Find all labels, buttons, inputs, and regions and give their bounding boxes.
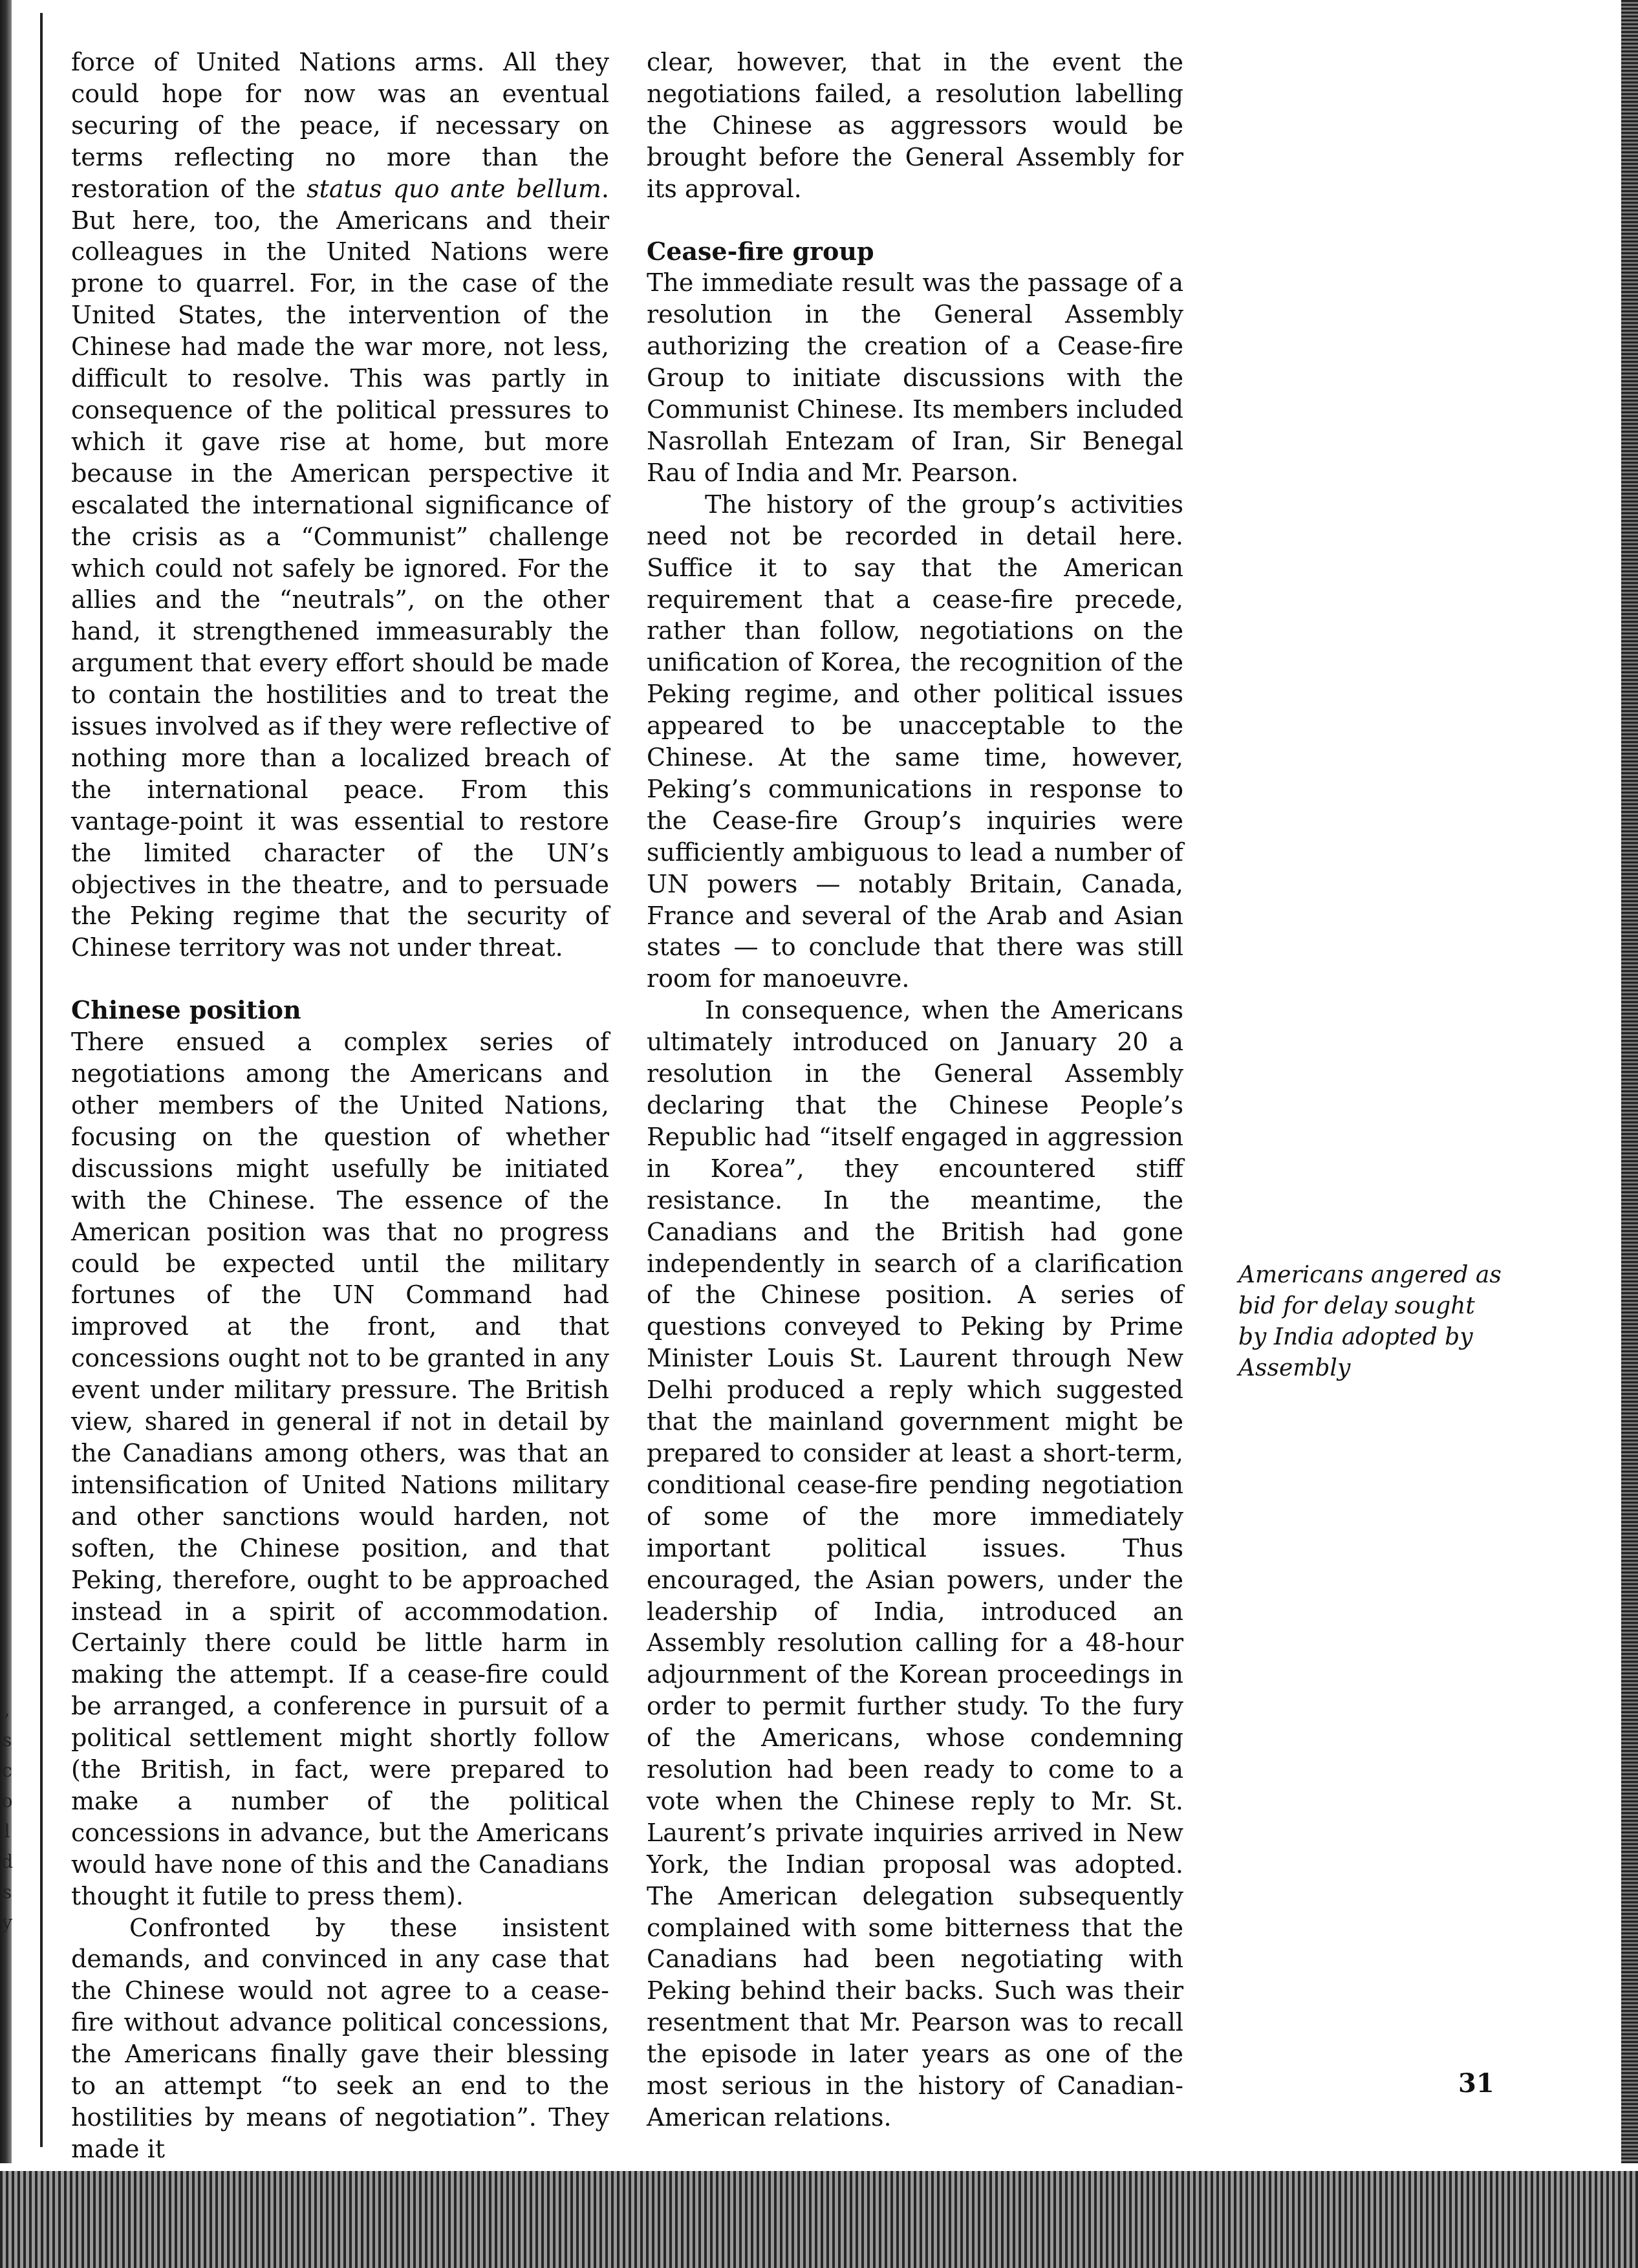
stray-letter: y <box>2 1912 12 1933</box>
stray-letter: c <box>2 1760 12 1781</box>
paragraph: clear, however, that in the event the negotiations failed, a resolution labelling the Chinese as aggressors would be brought before the General Assembly for its approval. <box>647 48 1183 203</box>
paragraph: There ensued a complex series of negotiations among the Americans and other members of the United Nations, focusing on the question of whether discussions might usefully be initiated with the Chinese. The essence of the American position was that no progress could be expected until the military fortunes of the UN Command had improved at the front, and that concessions ought not to be granted in any event under military pressure. The British view, shared in general if not in detail by the Canadians among others, was that an intensification of United Nations military and other sanctions would harden, not soften, the Chinese position, and that Peking, therefore, ought to be approached instead in a spirit of accommodation. Certainly there could be little harm in making the attempt. If a cease-fire could be arranged, a conference in pursuit of a political settlement might shortly follow (the British, in fact, were prepared to make a number of the political concessions in advance, but the Americans would have none of this and the Canadians thought it futile to press them). <box>71 1028 609 1910</box>
paragraph: In consequence, when the Americans ultimately introduced on January 20 a resolution in the General Assembly declaring that the Chinese People’s Republic had “itself engaged in aggression in Korea”, they encountered stiff resistance. In the meantime, the Canadians and the British had gone independently in search of a clarification of the Chinese position. A series of questions conveyed to Peking by Prime Minister Louis St. Laurent through New Delhi produced a reply which suggested that the mainland government might be prepared to consider at least a short-term, conditional cease-fire pending negotiation of some of the more immediately important political issues. Thus encouraged, the Asian powers, under the leadership of India, introduced an Assembly resolution calling for a 48-hour adjournment of the Korean proceedings in order to permit further study. To the fury of the Americans, whose condemning resolution had been ready to come to a vote when the Chinese reply to Mr. St. Laurent’s private inquiries arrived in New York, the Indian proposal was adopted. The American delegation subsequently complained with some bitterness that the Canadians had been negotiating with Peking behind their backs. Such was their resentment that Mr. Pearson was to recall the episode in later years as one of the most serious in the history of Canadian-American relations. <box>647 996 1183 2132</box>
paragraph-text: . But here, too, the Americans and their colleagues in the United Nations were prone to quarrel. For, in the case of the United States, the intervention of the Chinese had made the war more, not less, difficult to resolve. This was partly in consequence of the political pressures to which it gave rise at home, but more because in the American perspective it escalated the international significance of the crisis as a “Communist” challenge which could not safely be ignored. For the allies and the “neutrals”, on the other hand, it strengthened immeasurably the argument that every effort should be made to contain the hostilities and to treat the issues involved as if they were reflective of nothing more than a localized breach of the international peace. From this vantage-point it was essential to restore the limited character of the UN’s objectives in the theatre, and to persuade the Peking regime that the security of Chinese territory was not under threat. <box>71 174 609 962</box>
stray-letter: s <box>2 1881 12 1903</box>
stray-letter: s <box>2 1729 12 1751</box>
paragraph <box>71 47 609 964</box>
stray-letter: d <box>1 1851 13 1872</box>
paragraph: The history of the group’s activities need not be recorded in detail here. Suffice it to say that the American requirement that a cease-fire precede, rather than follow, negotiations on the unification of Korea, the recognition of the Peking regime, and other political issues appeared to be unacceptable to the Chinese. At the same time, however, Peking’s communications in response to the Cease-fire Group’s inquiries were sufficiently ambiguous to lead a number of UN powers — notably Britain, Canada, France and several of the Arab and Asian states — to conclude that there was still room for manoeuvre. <box>647 490 1183 993</box>
bottom-page-edge <box>0 2171 1638 2268</box>
left-column <box>71 47 609 2165</box>
page-number: 31 <box>1458 2068 1494 2099</box>
middle-column <box>647 47 1183 2133</box>
section-spacer <box>71 964 609 995</box>
paragraph: The immediate result was the passage of a resolution in the General Assembly authorizing the creation of a Cease-fire Group to initiate discussions with the Communist Chinese. Its members included Nasrollah Entezam of Iran, Sir Benegal Rau of India and Mr. Pearson. <box>647 268 1183 487</box>
stray-margin-letters <box>0 1694 14 1938</box>
paragraph-text: force of United Nations arms. All they could hope for now was an eventual securing of the peace, if necessary on terms reflecting no more than the restoration of the <box>71 48 609 203</box>
stray-letter: , <box>4 1699 10 1720</box>
page-binding-line <box>40 13 43 2147</box>
latin-phrase: status quo ante bellum <box>307 174 601 203</box>
section-spacer <box>647 205 1183 236</box>
right-page-edge <box>1621 0 1638 2268</box>
section-heading-cease-fire-group: Cease-fire group <box>647 236 874 266</box>
stray-letter: o <box>1 1790 13 1811</box>
margin-sidenote: Americans angered as bid for delay sought by India adopted by Assembly <box>1238 1262 1502 1381</box>
paragraph: Confronted by these insistent demands, and convinced in any case that the Chinese would not agree to a cease-fire without advance political concessions, the Americans finally gave their blessing to an attempt “to seek an end to the hostilities by means of negotiation”. They made it <box>71 1913 609 2163</box>
stray-letter: l <box>4 1820 10 1842</box>
section-heading-chinese-position: Chinese position <box>71 995 301 1025</box>
